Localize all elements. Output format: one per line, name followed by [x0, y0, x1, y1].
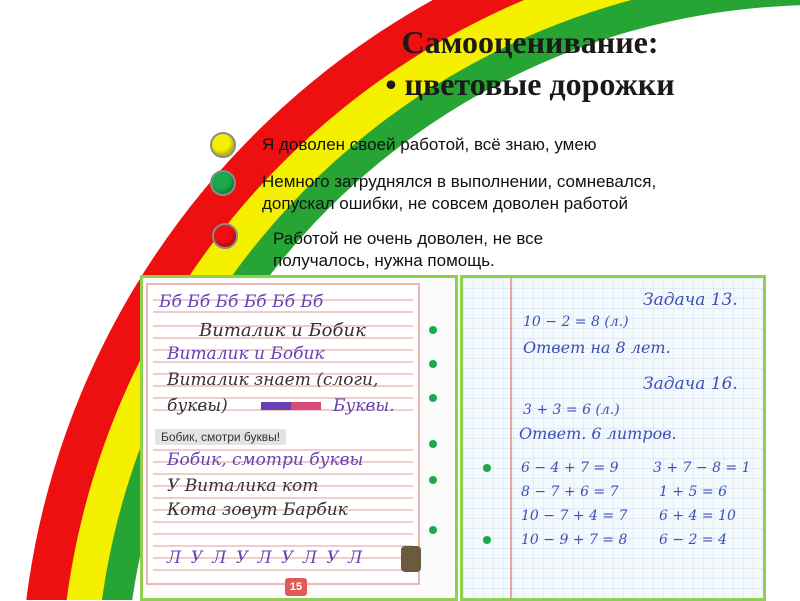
title-line-2: • цветовые дорожки [385, 66, 675, 102]
task-16-answer: Ответ. 6 литров. [519, 424, 677, 443]
copybook-line-7: Кота зовут Барбик [167, 500, 348, 520]
copybook-line-4: буквы) [167, 396, 228, 416]
copybook-photo [140, 275, 458, 601]
example-left-2: 8 − 7 + 6 = 7 [521, 484, 619, 500]
legend-yellow-text: Я доволен своей работой, всё знаю, умею [262, 135, 597, 154]
copybook-line-1: Виталик и Бобик [199, 320, 366, 341]
task-13-answer: Ответ на 8 лет. [523, 338, 671, 357]
task-13-calc: 10 − 2 = 8 (л.) [523, 314, 629, 330]
example-right-2: 1 + 5 = 6 [659, 484, 727, 500]
example-left-1: 6 − 4 + 7 = 9 [521, 460, 619, 476]
copybook-line-8: Л У Л У Л У Л У Л [167, 548, 365, 568]
title-line-1: Самооценивание: [401, 24, 659, 60]
copybook-line-4b: Буквы. [333, 396, 395, 416]
slide-title [300, 22, 760, 106]
green-circle-icon [210, 170, 236, 196]
example-right-3: 6 + 4 = 10 [659, 508, 736, 524]
red-circle-icon [212, 223, 238, 249]
copybook-letters: Бб Бб Бб Бб Бб Бб [159, 292, 324, 312]
copybook-line-6: У Виталика кот [167, 476, 319, 496]
notebook-photo [460, 275, 766, 601]
copybook-line-3: Виталик знает (слоги, [167, 370, 379, 390]
yellow-circle-icon [210, 132, 236, 158]
example-left-3: 10 − 7 + 4 = 7 [521, 508, 628, 524]
example-right-4: 6 − 2 = 4 [659, 532, 727, 548]
example-right-1: 3 + 7 − 8 = 1 [653, 460, 751, 476]
example-left-4: 10 − 9 + 7 = 8 [521, 532, 628, 548]
task-16-heading: Задача 16. [643, 374, 738, 394]
legend-green-text: Немного затруднялся в выполнении, сомневался, допускал ошибки, не совсем доволен работой [262, 172, 657, 213]
page-number: 15 [285, 578, 307, 596]
task-13-heading: Задача 13. [643, 290, 738, 310]
printed-sentence: Бобик, смотри буквы! [155, 429, 286, 445]
copybook-line-5: Бобик, смотри буквы [167, 450, 364, 470]
legend-red-text: Работой не очень доволен, не все получалось, нужна помощь. [273, 229, 544, 270]
copybook-line-2: Виталик и Бобик [167, 344, 325, 364]
task-16-calc: 3 + 3 = 6 (л.) [523, 402, 620, 418]
